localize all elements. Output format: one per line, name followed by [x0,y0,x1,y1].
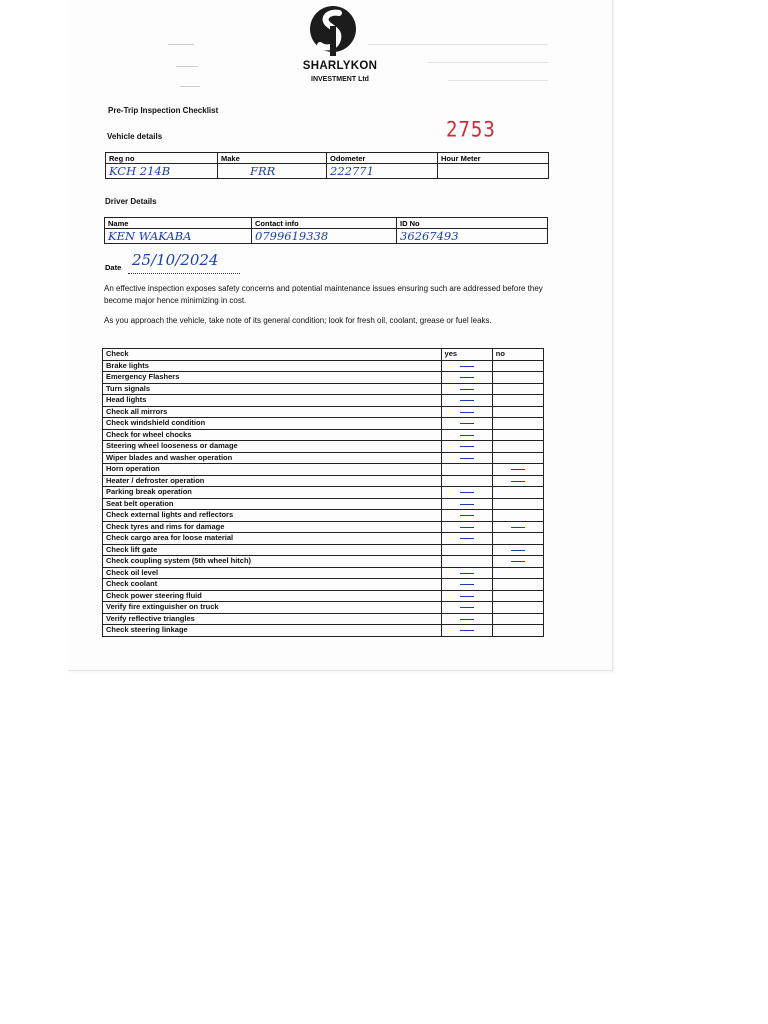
checklist-no-cell[interactable] [492,579,543,591]
checklist-yes-cell[interactable] [441,441,492,453]
vehicle-odometer-value: 222771 [327,164,438,179]
checklist-yes-cell[interactable] [441,613,492,625]
check-mark-icon [460,400,474,401]
checklist-yes-cell[interactable] [441,452,492,464]
checklist-yes-cell[interactable] [441,556,492,568]
show-through-mark [368,44,548,45]
date-line [128,273,240,274]
check-mark-icon [460,458,474,459]
checklist-row [103,590,544,602]
check-mark-icon [511,481,525,482]
checklist-no-cell[interactable] [492,567,543,579]
checklist-yes-cell[interactable] [441,498,492,510]
checklist-row [103,510,544,522]
checklist-header-check: Check [103,349,442,361]
checklist-row [103,395,544,407]
checklist-item-label: Verify fire extinguisher on truck [103,602,442,614]
checklist-header-no: no [492,349,543,361]
checklist-yes-cell[interactable] [441,579,492,591]
checklist-yes-cell[interactable] [441,521,492,533]
check-mark-icon [511,469,525,470]
checklist-row [103,429,544,441]
company-name: SHARLYKON [302,60,378,72]
driver-header-id: ID No [397,218,548,229]
checklist-item-label: Check coupling system (5th wheel hitch) [103,556,442,568]
checklist-yes-cell[interactable] [441,625,492,637]
checklist-no-cell[interactable] [492,544,543,556]
check-mark-icon [460,446,474,447]
checklist-row [103,360,544,372]
company-logo-icon [308,4,358,58]
check-mark-icon [460,366,474,367]
checklist-yes-cell[interactable] [441,510,492,522]
vehicle-hour-meter-value [438,164,549,179]
checklist-row [103,406,544,418]
checklist-row [103,613,544,625]
checklist-row [103,418,544,430]
checklist-yes-cell[interactable] [441,475,492,487]
checklist-item-label: Check oil level [103,567,442,579]
checklist-item-label: Horn operation [103,464,442,476]
driver-header-name: Name [105,218,252,229]
show-through-mark [168,44,194,45]
check-mark-icon [511,561,525,562]
checklist-no-cell[interactable] [492,556,543,568]
checklist-no-cell[interactable] [492,418,543,430]
checklist-item-label: Check power steering fluid [103,590,442,602]
checklist-row [103,464,544,476]
intro-paragraph: An effective inspection exposes safety concerns and potential maintenance issues ensuring such are addressed before they become major hence minimizing in cost. [104,284,543,305]
checklist-item-label: Parking break operation [103,487,442,499]
checklist-no-cell[interactable] [492,510,543,522]
driver-details-heading: Driver Details [105,197,157,206]
check-mark-icon [460,573,474,574]
checklist-row [103,521,544,533]
check-mark-icon [460,515,474,516]
checklist-no-cell[interactable] [492,613,543,625]
check-mark-icon [460,412,474,413]
checklist-row [103,452,544,464]
checklist-row [103,579,544,591]
checklist-no-cell[interactable] [492,625,543,637]
checklist-no-cell[interactable] [492,590,543,602]
checklist-yes-cell[interactable] [441,395,492,407]
vehicle-header-make: Make [218,153,327,164]
company-subtitle: INVESTMENT Ltd [311,76,369,83]
vehicle-header-hour-meter: Hour Meter [438,153,549,164]
checklist-item-label: Check external lights and reflectors [103,510,442,522]
checklist-sheet [68,0,613,671]
checklist-item-label: Check windshield condition [103,418,442,430]
checklist-body [103,360,544,636]
check-mark-icon [460,492,474,493]
checklist-no-cell[interactable] [492,498,543,510]
checklist-no-cell[interactable] [492,429,543,441]
approach-paragraph: As you approach the vehicle, take note of its general condition; look for fresh oil, coolant, grease or fuel leaks. [104,316,492,325]
form-title: Pre-Trip Inspection Checklist [108,106,219,115]
checklist-yes-cell[interactable] [441,590,492,602]
checklist-item-label: Check coolant [103,579,442,591]
checklist-no-cell[interactable] [492,406,543,418]
checklist-yes-cell[interactable] [441,544,492,556]
checklist-no-cell[interactable] [492,395,543,407]
checklist-item-label: Heater / defroster operation [103,475,442,487]
checklist-no-cell[interactable] [492,441,543,453]
checklist-item-label: Steering wheel looseness or damage [103,441,442,453]
checklist-row [103,533,544,545]
check-mark-icon [460,504,474,505]
checklist-item-label: Wiper blades and washer operation [103,452,442,464]
checklist-item-label: Seat belt operation [103,498,442,510]
show-through-mark [180,86,200,87]
check-mark-icon [511,527,525,528]
checklist-yes-cell[interactable] [441,429,492,441]
checklist-item-label: Check all mirrors [103,406,442,418]
driver-details-table [104,217,548,244]
checklist-no-cell[interactable] [492,521,543,533]
checklist-item-label: Brake lights [103,360,442,372]
checklist-no-cell[interactable] [492,383,543,395]
checklist-row [103,556,544,568]
checklist-row [103,544,544,556]
checklist-no-cell[interactable] [492,372,543,384]
show-through-mark [428,62,548,63]
checklist-yes-cell[interactable] [441,533,492,545]
checklist-item-label: Turn signals [103,383,442,395]
checklist-item-label: Head lights [103,395,442,407]
check-mark-icon [460,377,474,378]
checklist-row [103,441,544,453]
checklist-item-label: Check steering linkage [103,625,442,637]
checklist-header-yes: yes [441,349,492,361]
check-mark-icon [460,584,474,585]
driver-header-contact: Contact info [252,218,397,229]
checklist-row [103,372,544,384]
date-label: Date [105,263,122,272]
vehicle-make-value: FRR [218,164,327,179]
driver-name-value: KEN WAKABA [105,229,252,244]
date-value: 25/10/2024 [132,251,219,269]
checklist-item-label: Check lift gate [103,544,442,556]
checklist-yes-cell[interactable] [441,464,492,476]
checklist-row [103,498,544,510]
checklist-no-cell[interactable] [492,475,543,487]
checklist-no-cell[interactable] [492,533,543,545]
serial-number: 2753 [446,117,496,143]
inspection-checklist-table [102,348,544,637]
checklist-no-cell[interactable] [492,452,543,464]
checklist-item-label: Verify reflective triangles [103,613,442,625]
driver-id-value: 36267493 [397,229,548,244]
checklist-item-label: Check for wheel chocks [103,429,442,441]
vehicle-header-odometer: Odometer [327,153,438,164]
checklist-yes-cell[interactable] [441,567,492,579]
checklist-row [103,567,544,579]
checklist-item-label: Check tyres and rims for damage [103,521,442,533]
checklist-row [103,602,544,614]
check-mark-icon [460,630,474,631]
checklist-row [103,383,544,395]
show-through-mark [448,80,548,81]
check-mark-icon [460,538,474,539]
check-mark-icon [511,550,525,551]
checklist-no-cell[interactable] [492,602,543,614]
checklist-yes-cell[interactable] [441,406,492,418]
check-mark-icon [460,389,474,390]
checklist-yes-cell[interactable] [441,418,492,430]
check-mark-icon [460,596,474,597]
checklist-row [103,487,544,499]
check-mark-icon [460,527,474,528]
checklist-no-cell[interactable] [492,464,543,476]
checklist-item-label: Emergency Flashers [103,372,442,384]
checklist-yes-cell[interactable] [441,360,492,372]
check-mark-icon [460,435,474,436]
checklist-no-cell[interactable] [492,487,543,499]
vehicle-reg-value: KCH 214B [106,164,218,179]
driver-contact-value: 0799619338 [252,229,397,244]
checklist-row [103,625,544,637]
show-through-mark [176,66,198,67]
check-mark-icon [460,619,474,620]
checklist-item-label: Check cargo area for loose material [103,533,442,545]
vehicle-details-table [105,152,549,179]
vehicle-details-heading: Vehicle details [107,132,163,141]
checklist-yes-cell[interactable] [441,602,492,614]
check-mark-icon [460,607,474,608]
checklist-yes-cell[interactable] [441,372,492,384]
check-mark-icon [460,423,474,424]
checklist-yes-cell[interactable] [441,383,492,395]
vehicle-header-reg: Reg no [106,153,218,164]
checklist-yes-cell[interactable] [441,487,492,499]
checklist-row [103,475,544,487]
checklist-no-cell[interactable] [492,360,543,372]
